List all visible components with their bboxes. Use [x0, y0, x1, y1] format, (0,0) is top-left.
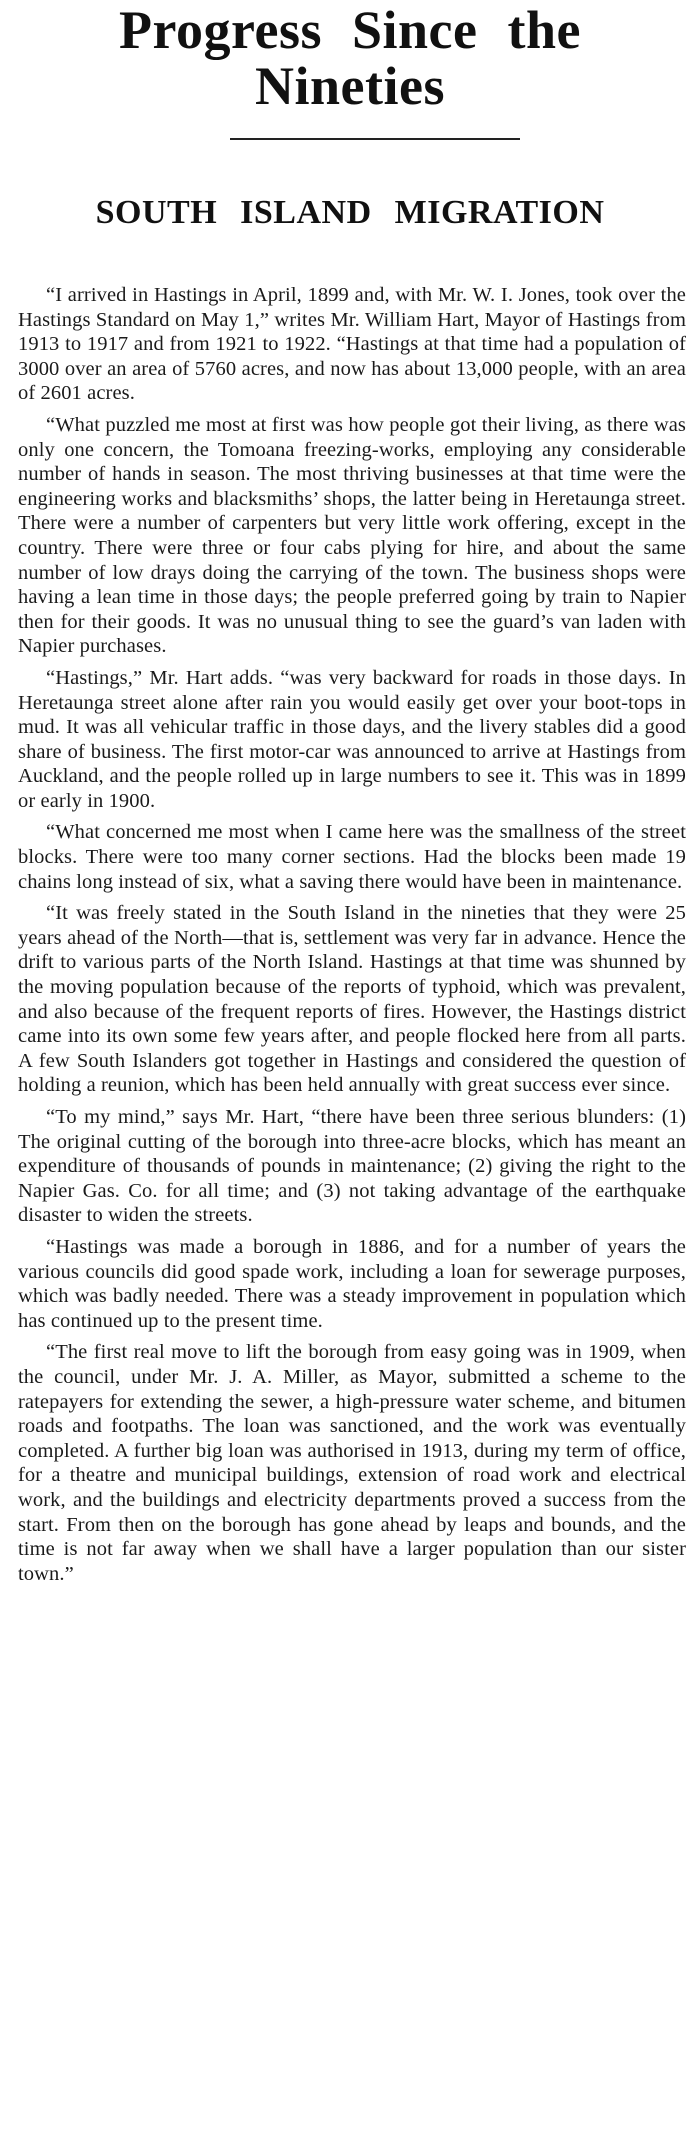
- article-paragraph: “I arrived in Hastings in April, 1899 and, with Mr. W. I. Jones, took over the Hastings Standard on May 1,” writes Mr. William Hart, Mayor of Hastings from 1913 to 1917 and from 1921 to 1922. “Hastings at that time had a population of 3000 over an area of 5760 acres, and now has about 13,000 people, with an area of 2601 acres.: [18, 284, 686, 405]
- article-paragraph: “What puzzled me most at first was how people got their living, as there was only one concern, the Tomoana freezing-works, employing any considerable number of hands in season. The most thriving businesses at that time were the engineering works and blacksmiths’ shops, the latter being in Heretaunga street. There were a number of carpenters but very little work offering, except in the country. There were three or four cabs plying for hire, and about the same number of low drays doing the carrying of the town. The business shops were having a lean time in those days; the people preferred going by train to Napier then for their goods. It was no unusual thing to see the guard’s van laden with Napier purchases.: [18, 413, 686, 658]
- headline-line-1: Progress Since the: [119, 0, 581, 60]
- article-paragraph: “It was freely stated in the South Island in the nineties that they were 25 years ahead of the North—that is, settlement was very far in advance. Hence the drift to various parts of the North Island. Hastings at that time was shunned by the moving population because of the reports of typhoid, which was prevalent, and also because of the frequent reports of fires. However, the Hastings district came into its own some few years after, and people flocked here from all parts. A few South Islanders got together in Hastings and considered the question of holding a reunion, which has been held annually with great success ever since.: [18, 902, 686, 1097]
- article-paragraph: “What concerned me most when I came here was the smallness of the street blocks. There were too many corner sections. Had the blocks been made 19 chains long instead of six, what a saving there would have been in maintenance.: [18, 821, 686, 893]
- subheadline: SOUTH ISLAND MIGRATION: [95, 194, 605, 232]
- article-paragraph: “To my mind,” says Mr. Hart, “there have been three serious blunders: (1) The original cutting of the borough into three-acre blocks, which has meant an expenditure of thousands of pounds in maintenance; (2) giving the right to the Napier Gas. Co. for all time; and (3) not taking advantage of the earthquake disaster to widen the streets.: [18, 1106, 686, 1227]
- headline-divider: [230, 138, 520, 140]
- article-body: [18, 283, 686, 1593]
- article-paragraph: “Hastings was made a borough in 1886, and for a number of years the various councils did good spade work, including a loan for sewerage purposes, which was badly needed. There was a steady improvement in population which has continued up to the present time.: [18, 1235, 686, 1332]
- headline-line-2: Nineties: [255, 56, 445, 116]
- article-paragraph: “Hastings,” Mr. Hart adds. “was very backward for roads in those days. In Heretaunga street alone after rain you would easily get over your boot-tops in mud. It was all vehicular traffic in those days, and the livery stables did a good share of business. The first motor-car was announced to arrive at Hastings from Auckland, and the people rolled up in large numbers to see it. This was in 1899 or early in 1900.: [18, 666, 686, 812]
- article-paragraph: “The first real move to lift the borough from easy going was in 1909, when the council, under Mr. J. A. Miller, as Mayor, submitted a scheme to the ratepayers for extending the sewer, a high-pressure water scheme, and bitumen roads and footpaths. The loan was sanctioned, and the work was eventually completed. A further big loan was authorised in 1913, during my term of office, for a theatre and municipal buildings, extension of road work and electrical work, and the buildings and electricity departments proved a success from the start. From then on the borough has gone ahead by leaps and bounds, and the time is not far away when we shall have a larger population than our sister town.”: [18, 1341, 686, 1585]
